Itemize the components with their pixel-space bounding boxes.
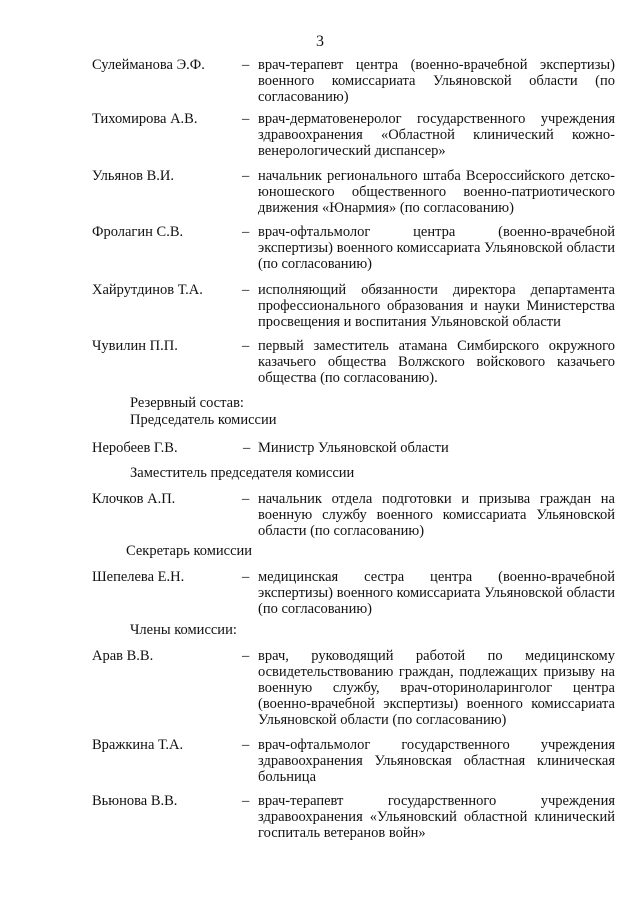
member-role: врач-терапевт центра (военно-врачебной экспертизы) военного комиссариата Ульяновской области (по согласованию)	[258, 57, 615, 105]
member-name: Сулейманова Э.Ф.	[92, 57, 205, 73]
member-role: исполняющий обязанности директора департамента профессионального образования и науки Министерства просвещения и воспитания Ульяновской области	[258, 282, 615, 330]
secretary-name: Шепелева Е.Н.	[92, 569, 185, 585]
member-role: врач-терапевт государственного учреждения здравоохранения «Ульяновский областной клинический госпиталь ветеранов войн»	[258, 793, 615, 841]
member-role: первый заместитель атамана Симбирского окружного казачьего общества Волжского войскового казачьего общества (по согласованию).	[258, 338, 615, 386]
members-heading: Члены комиссии:	[130, 622, 237, 638]
member-name: Тихомирова А.В.	[92, 111, 198, 127]
dash: –	[242, 57, 250, 73]
dash: –	[242, 569, 250, 585]
deputy-role: начальник отдела подготовки и призыва граждан на военную службу военного комиссариата Ульяновской области (по согласованию)	[258, 491, 615, 539]
member-role: врач, руководящий работой по медицинскому освидетельствованию граждан, подлежащих призыву на военную службу, врач-оториноларинголог центра (военно-врачебной экспертизы) военного комиссариата Ульяновской области (по согласованию)	[258, 648, 615, 728]
chair-role: Министр Ульяновской области	[258, 440, 449, 456]
member-role: врач-офтальмолог центра (военно-врачебной экспертизы) военного комиссариата Ульяновской области (по согласованию)	[258, 224, 615, 272]
dash: –	[242, 282, 250, 298]
member-role: врач-офтальмолог государственного учреждения здравоохранения Ульяновская областная клиническая больница	[258, 737, 615, 785]
dash: –	[242, 111, 250, 127]
member-name: Вьюнова В.В.	[92, 793, 178, 809]
chair-name: Неробеев Г.В.	[92, 440, 178, 456]
dash: –	[242, 793, 250, 809]
dash: –	[242, 491, 250, 507]
member-name: Чувилин П.П.	[92, 338, 178, 354]
deputy-name: Клочков А.П.	[92, 491, 176, 507]
chair-heading: Председатель комиссии	[130, 412, 277, 428]
dash: –	[242, 648, 250, 664]
dash: –	[242, 338, 250, 354]
dash: –	[243, 440, 251, 456]
member-name: Вражкина Т.А.	[92, 737, 184, 753]
secretary-role: медицинская сестра центра (военно-врачебной экспертизы) военного комиссариата Ульяновской области (по согласованию)	[258, 569, 615, 617]
dash: –	[242, 168, 250, 184]
member-name: Арав В.В.	[92, 648, 154, 664]
member-name: Ульянов В.И.	[92, 168, 175, 184]
member-role: начальник регионального штаба Всероссийского детско-юношеского общественного военно-патриотического движения «Юнармия» (по согласованию)	[258, 168, 615, 216]
deputy-heading: Заместитель председателя комиссии	[130, 465, 355, 481]
dash: –	[242, 224, 250, 240]
member-role: врач-дерматовенеролог государственного учреждения здравоохранения «Областной клинический кожно-венерологический диспансер»	[258, 111, 615, 159]
secretary-heading: Секретарь комиссии	[126, 543, 253, 559]
reserve-title: Резервный состав:	[130, 395, 244, 411]
member-name: Фролагин С.В.	[92, 224, 184, 240]
page-number: 3	[316, 33, 324, 50]
dash: –	[242, 737, 250, 753]
member-name: Хайрутдинов Т.А.	[92, 282, 203, 298]
